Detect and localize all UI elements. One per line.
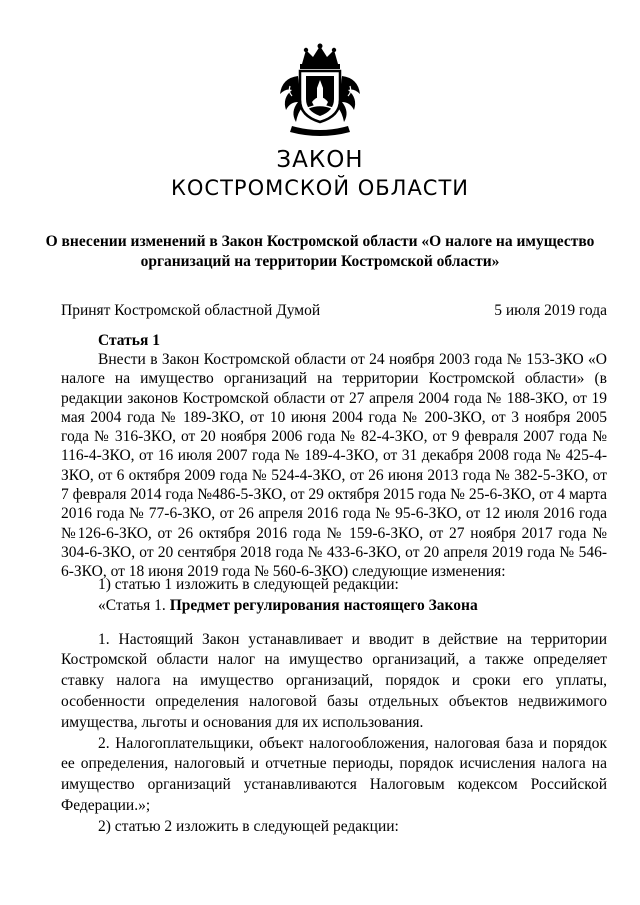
adoption-date: 5 июля 2019 года — [494, 302, 607, 319]
adoption-line — [61, 301, 607, 321]
article-1-intro: Внести в Закон Костромской области от 24 ноября 2003 года № 153-ЗКО «О налоге на имущество организаций на территории Костромской области» (в редакции законов Костромской области от 27 апреля 2004 года № 188-ЗКО, от 19 мая 2004 года № 189-ЗКО, от 10 июня 2004 года № 200-ЗКО, от 3 ноября 2005 года № 316-ЗКО, от 20 ноября 2006 года № 82-4-ЗКО, от 9 февраля 2007 года № 116-4-ЗКО, от 16 июля 2007 года № 189-4-ЗКО, от 31 декабря 2008 года № 425-4-ЗКО, от 6 октября 2009 года № 524-4-ЗКО, от 26 июня 2013 года № 382-5-ЗКО, от 7 февраля 2014 года №486-5-ЗКО, от 29 октября 2015 года № 25-6-ЗКО, от 4 марта 2016 года № 77-6-ЗКО, от 26 апреля 2016 года № 95-6-ЗКО, от 12 июля 2016 года №126-6-ЗКО, от 26 октября 2016 года № 159-6-ЗКО, от 27 ноября 2017 года № 304-6-ЗКО, от 20 сентября 2018 года № 433-6-ЗКО, от 20 апреля 2019 года № 546-6-ЗКО, от 18 июня 2019 года № 560-6-ЗКО) следующие изменения: — [61, 351, 607, 581]
coat-of-arms-emblem — [270, 42, 370, 138]
article-1-amendments — [61, 575, 607, 838]
law-subject — [40, 232, 600, 272]
article-1-body — [61, 350, 607, 582]
quoted-article-title: Предмет регулирования настоящего Закона — [169, 596, 478, 614]
quoted-article-heading — [61, 596, 607, 617]
quoted-point-2: 2. Налогоплательщики, объект налогообложения, налоговая база и порядок ее определения, налоговый и отчетные периоды, порядок исчисления налога на имущество организаций устанавливаются Налоговым кодексом Российской Федерации.»; — [61, 734, 607, 814]
amendment-item-2: 2) статью 2 изложить в следующей редакции: — [98, 817, 399, 835]
region-title: КОСТРОМСКОЙ ОБЛАСТИ — [170, 176, 470, 200]
quoted-article-prefix: «Статья 1. — [98, 596, 170, 614]
quoted-point-1: 1. Настоящий Закон устанавливает и вводит в действие на территории Костромской области налог на имущество организаций, а также определяет ставку налога на имущество организаций, порядок и сроки его уплаты, особенности определения налоговой базы отдельных объектов недвижимого имущества, льготы и основания для их использования. — [61, 630, 607, 731]
paragraph-gap — [61, 617, 607, 630]
law-title: ЗАКОН — [276, 147, 364, 173]
law-subject-line-1: О внесении изменений в Закон Костромской области «О налоге на имущество — [45, 233, 595, 250]
law-subject-line-2: организаций на территории Костромской области» — [140, 253, 500, 270]
amendment-item-1: 1) статью 1 изложить в следующей редакции: — [98, 576, 399, 593]
adopting-body: Принят Костромской областной Думой — [61, 302, 321, 319]
article-1-heading: Статья 1 — [98, 332, 160, 349]
